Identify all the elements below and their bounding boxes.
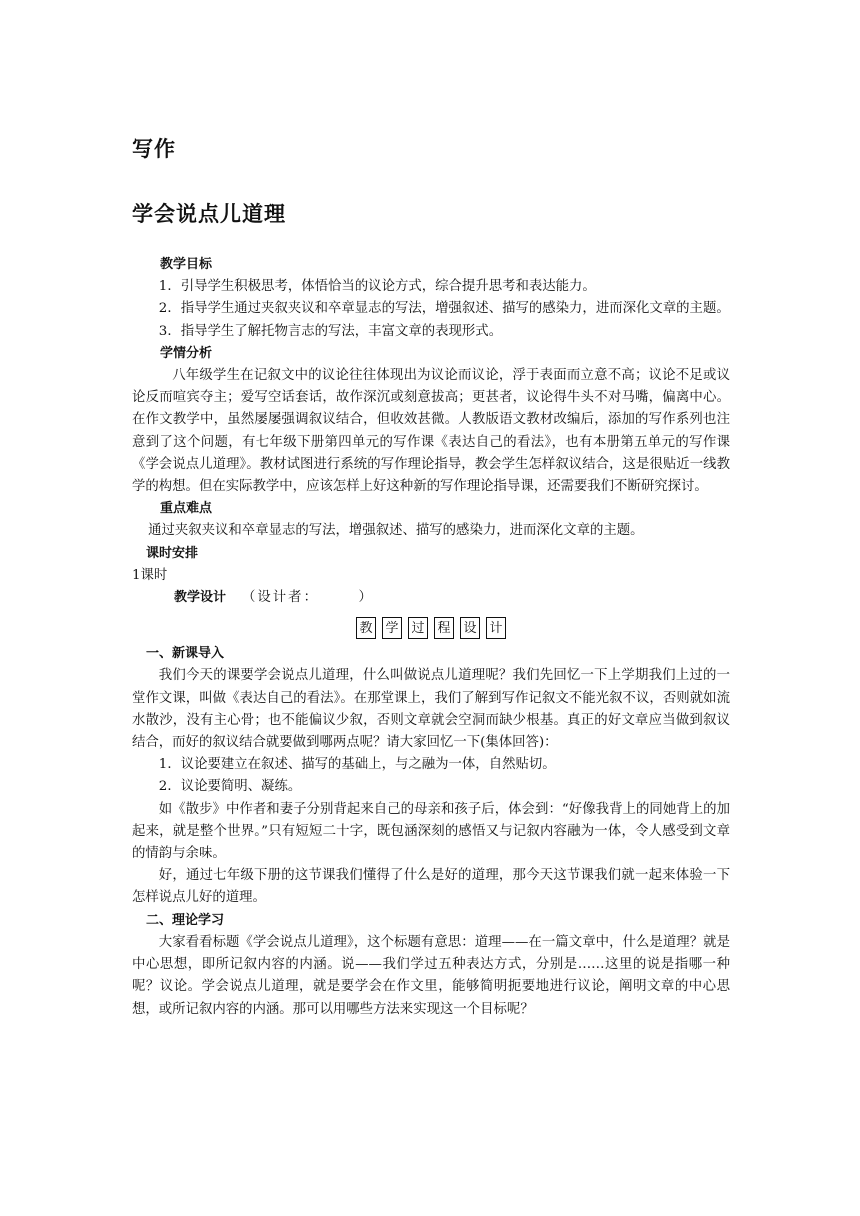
title-box-char: 程: [434, 617, 454, 639]
analysis-text: 八年级学生在记叙文中的议论往往体现出为议论而议论，浮于表面而立意不高；议论不足或议论反而喧宾夺主；爱写空话套话，故作深沉或刻意拔高；更甚者，议论得牛头不对马嘴，偏离中心。在作文教学中，虽然屡屡强调叙议结合，但收效甚微。人教版语文教材改编后，添加的写作系列也注意到了这个问题，有七年级下册第四单元的写作课《表达自己的看法》，也有本册第五单元的写作课《学会说点儿道理》。教材试图进行系统的写作理论指导，教会学生怎样叙议结合，这是很贴近一线教学的构想。但在实际教学中，应该怎样上好这种新的写作理论指导课，还需要我们不断研究探讨。: [132, 368, 730, 495]
goal-item: 2．指导学生通过夹叙夹议和卒章显志的写法，增强叙述、描写的感染力，进而深化文章的主题。: [158, 301, 730, 317]
document-body: [132, 254, 730, 1021]
designer-field: （设计者： ）: [242, 590, 374, 606]
process-title-boxes: [132, 617, 730, 639]
section2-paragraph: 大家看看标题《学会说点儿道理》，这个标题有意思：道理——在一篇文章中，什么是道理？就是中心思想，即所记叙内容的内涵。说——我们学过五种表达方式，分别是……这里的说是指哪一种呢？议论。学会说点儿道理，就是要学会在作文里，能够简明扼要地进行议论，阐明文章的中心思想，或所记叙内容的内涵。那可以用哪些方法来实现这一个目标呢？: [132, 934, 730, 1017]
section-title: 写作: [132, 137, 176, 161]
document-title: 学会说点儿道理: [132, 202, 286, 226]
section1-paragraph: 好，通过七年级下册的这节课我们懂得了什么是好的道理，那今天这节课我们就一起来体验一下怎样说点儿好的道理。: [132, 868, 730, 906]
title-box-char: 计: [486, 617, 506, 639]
section1-item: 1．议论要建立在叙述、描写的基础上，与之融为一体，自然贴切。: [158, 757, 556, 773]
schedule-text: 1课时: [132, 567, 168, 583]
section1-paragraph: 我们今天的课要学会说点儿道理，什么叫做说点儿道理呢？我们先回忆一下上学期我们上过的一堂作文课，叫做《表达自己的看法》。在那堂课上，我们了解到写作记叙文不能光叙不议，否则就如流水散沙，没有主心骨；也不能偏议少叙，否则文章就会空洞而缺少根基。真正的好文章应当做到叙议结合，而好的叙议结合就要做到哪两点呢？请大家回忆一下(集体回答)：: [132, 668, 730, 751]
goal-item: 3．指导学生了解托物言志的写法，丰富文章的表现形式。: [158, 323, 503, 339]
keypoints-heading: 重点难点: [160, 501, 213, 517]
goals-heading: 教学目标: [160, 257, 213, 272]
design-row: [132, 587, 730, 609]
design-label: 教学设计: [174, 590, 227, 606]
title-box-char: 教: [356, 617, 376, 639]
title-box-char: 设: [460, 617, 480, 639]
section1-heading: 一、新课导入: [146, 646, 225, 662]
schedule-heading: 课时安排: [146, 545, 199, 561]
goal-item: 1．引导学生积极思考，体悟恰当的议论方式，综合提升思考和表达能力。: [158, 279, 596, 295]
title-box-char: 学: [382, 617, 402, 639]
section1-item: 2．议论要简明、凝练。: [158, 779, 302, 795]
section1-paragraph: 如《散步》中作者和妻子分别背起来自己的母亲和孩子后，体会到：“好像我背上的同她背上的加起来，就是整个世界。”只有短短二十字，既包涵深刻的感悟又与记叙内容融为一体，令人感受到文章的情韵与余味。: [132, 801, 730, 862]
analysis-heading: 学情分析: [160, 345, 213, 361]
keypoints-text: 通过夹叙夹议和卒章显志的写法，增强叙述、描写的感染力，进而深化文章的主题。: [148, 523, 644, 539]
section2-heading: 二、理论学习: [146, 912, 225, 928]
title-box-char: 过: [408, 617, 428, 639]
